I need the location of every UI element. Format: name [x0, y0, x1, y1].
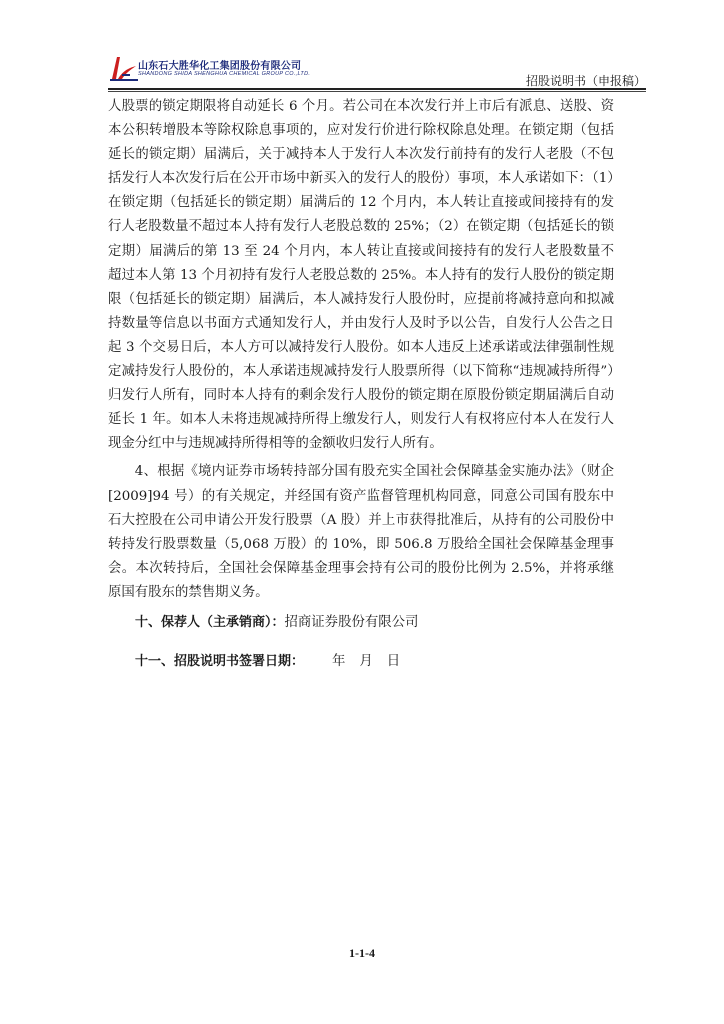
sign-date-day: 日 — [386, 654, 401, 670]
paragraph-lockup-commitment: 人股票的锁定期限将自动延长 6 个月。若公司在本次发行并上市后有派息、送股、资本公积转增股本等除权除息事项的，应对发行价进行除权除息处理。在锁定期（包括延长的锁定期）届满后，关于减持本人于发行人本次发行前持有的发行人老股（不包括发行人本次发行后在公开市场中新买入的发行人的股份）事项，本人承诺如下：（1）在锁定期（包括延长的锁定期）届满后的 12 个月内，本人转让直接或间接持有的发行人老股数量不超过本人持有发行人老股总数的 25%；（2）在锁定期（包括延长的锁定期）届满后的第 13 至 24 个月内，本人转让直接或间接持有的发行人老股数量不超过本人第 13 个月初持有发行人老股总数的 25%。本人持有的发行人股份的锁定期限（包括延长的锁定期）届满后，本人减持发行人股份时，应提前将减持意向和拟减持数量等信息以书面方式通知发行人，并由发行人及时予以公告，自发行人公告之日起 3 个交易日后，本人方可以减持发行人股份。如本人违反上述承诺或法律强制性规定减持发行人股份的，本人承诺违规减持发行人股票所得（以下简称“违规减持所得”）归发行人所有，同时本人持有的剩余发行人股份的锁定期在原股份锁定期届满后自动延长 1 年。如本人未将违规减持所得上缴发行人，则发行人有权将应付本人在发行人现金分红中与违规减持所得相等的金额收归发行人所有。 — [108, 99, 614, 452]
page-header — [108, 50, 646, 86]
header-divider-thin — [108, 91, 646, 92]
sponsor-label: 十、保荐人（主承销商）： — [135, 614, 285, 630]
sponsor-value: 招商证券股份有限公司 — [284, 614, 419, 630]
sign-date-month: 月 — [359, 654, 373, 670]
company-name-cn: 山东石大胜华化工集团股份有限公司 — [138, 61, 302, 72]
document-title: 招股说明书（申报稿） — [525, 74, 646, 88]
header-divider — [108, 88, 646, 90]
sign-date-label: 十一、招股说明书签署日期： — [135, 654, 305, 670]
section-sponsor — [108, 611, 614, 635]
page-number: 1-1-4 — [349, 946, 375, 960]
section-sign-date — [108, 650, 614, 674]
company-name-en: SHANDONG SHIDA SHENGHUA CHEMICAL GROUP CO.,LTD. — [138, 71, 311, 77]
sign-date-year: 年 — [332, 654, 346, 670]
main-content — [108, 95, 614, 674]
company-logo-icon — [108, 52, 140, 82]
paragraph-state-share-transfer: 4、根据《境内证券市场转持部分国有股充实全国社会保障基金实施办法》（财企[2009]94 号）的有关规定，并经国有资产监督管理机构同意，同意公司国有股东中石大控股在公司申请公开发行股票（A 股）并上市获得批准后，从持有的公司股份中转持发行股票数量（5,068 万股）的 10%，即 506.8 万股给全国社会保障基金理事会。本次转持后，全国社会保障基金理事会持有公司的股份比例为 2.5%，并将承继原国有股东的禁售期义务。 — [108, 464, 614, 600]
